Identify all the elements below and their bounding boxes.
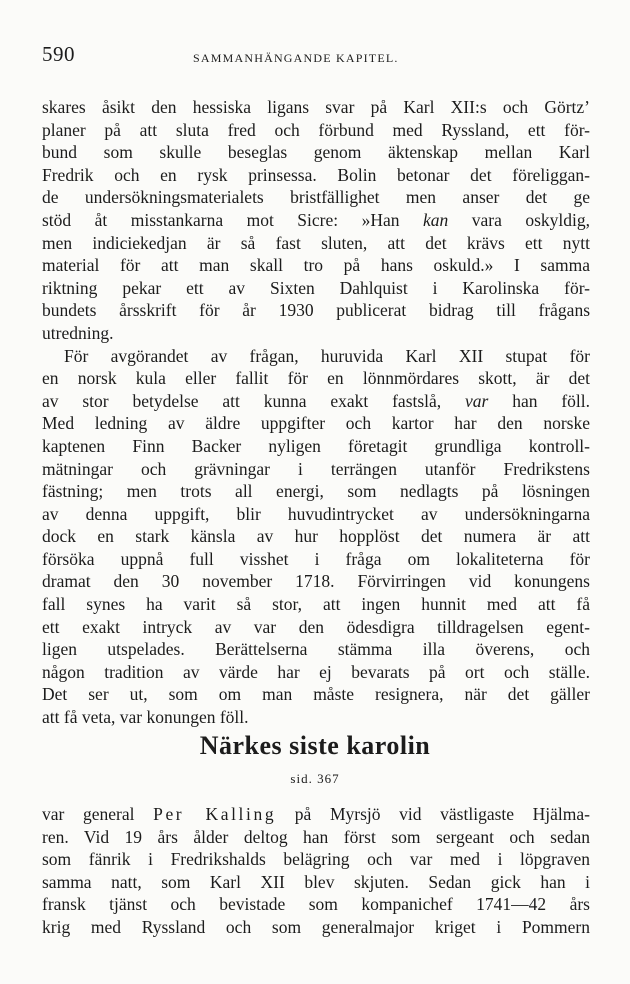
- italic-word: kan: [422, 209, 449, 230]
- text-line-with-spaced-name: [42, 803, 590, 826]
- running-head: SAMMANHÄNGANDE KAPITEL.: [193, 51, 399, 65]
- spaced-name: Per Kalling: [153, 804, 277, 824]
- text-line: dramat den 30 november 1718. Förvirringen vid konungens: [42, 571, 590, 592]
- text-line: skares åsikt den hessiska ligans svar på Karl XII:s och Görtz’: [42, 97, 590, 117]
- text-segment: vara oskyldig,: [448, 209, 590, 230]
- text-segment: var general: [42, 804, 154, 824]
- section-title: Närkes siste karolin: [199, 731, 431, 760]
- text-line: av denna uppgift, blir huvudintrycket av undersökningarna: [42, 503, 590, 524]
- text-line-with-italic: [42, 209, 590, 232]
- text-line-with-italic: [42, 390, 590, 413]
- text-segment: på Myrsjö vid västligaste Hjälma-: [276, 804, 590, 824]
- text-line: ligen utspelades. Berättelserna stämma illa överens, och: [42, 639, 590, 660]
- text-line: planer på att sluta fred och förbund med Ryssland, ett för-: [42, 119, 590, 140]
- text-line: kaptenen Finn Backer nyligen företagit grundliga kontroll-: [42, 435, 590, 456]
- text-line: krig med Ryssland och som generalmajor kriget i Pommern: [42, 916, 590, 937]
- text-segment: stöd åt misstankarna mot Sicre: »Han: [42, 209, 423, 230]
- text-line: För avgörandet av frågan, huruvida Karl XII stupat för: [64, 345, 590, 366]
- page-header: [42, 42, 590, 72]
- text-line: fästning; men trots all energi, som nedlagts på lösningen: [42, 481, 590, 502]
- text-line: någon tradition av värde har ej bevarats på ort och ställe.: [42, 661, 590, 682]
- text-line: dock en stark känsla av hur hopplöst det numera är att: [42, 526, 590, 547]
- page-number: 590: [42, 42, 75, 66]
- text-line: ren. Vid 19 års ålder deltog han först som sergeant och sedan: [42, 826, 590, 847]
- paragraph-1: [42, 96, 590, 345]
- text-line: fransk tjänst och bevistade som kompanichef 1741—42 års: [42, 894, 590, 915]
- section-text: [42, 803, 590, 939]
- text-line: som fänrik i Fredrikshalds belägring och var med i löpgraven: [42, 849, 590, 870]
- text-line: Fredrik och en rysk prinsessa. Bolin betonar det föreliggan-: [42, 164, 590, 185]
- text-line: material för att man skall tro på hans oskuld.» I samma: [42, 255, 590, 276]
- text-line: fall synes ha varit så stor, att ingen hunnit med att få: [42, 594, 590, 615]
- text-line: försöka uppnå full visshet i fråga om lokaliteterna för: [42, 548, 590, 569]
- section-page-reference: sid. 367: [290, 771, 340, 786]
- text-line: att få veta, var konungen föll.: [42, 707, 249, 728]
- text-line: bundets årsskrift för år 1930 publicerat bidrag till frågans: [42, 300, 590, 321]
- text-line: men indiciekedjan är så fast sluten, att det krävs ett nytt: [42, 232, 590, 253]
- text-line: de undersökningsmaterialets bristfällighet men anser det ge: [42, 187, 590, 208]
- main-text: [42, 96, 590, 729]
- text-line: utredning.: [42, 322, 114, 343]
- text-segment: av stor betydelse att kunna exakt fastslå,: [42, 390, 466, 411]
- text-line: bund som skulle beseglas genom äktenskap mellan Karl: [42, 142, 590, 163]
- text-line: samma natt, som Karl XII blev skjuten. Sedan gick han i: [42, 871, 590, 892]
- italic-word: var: [465, 390, 489, 411]
- text-line: en norsk kula eller fallit för en lönnmördares skott, är det: [42, 368, 590, 389]
- text-line: riktning pekar ett av Sixten Dahlquist i Karolinska för-: [42, 277, 590, 298]
- paragraph-2: [42, 345, 590, 729]
- text-segment: han föll.: [488, 390, 590, 411]
- text-line: Det ser ut, som om man måste resignera, när det gäller: [42, 684, 590, 705]
- text-line: Med ledning av äldre uppgifter och kartor har den norske: [42, 413, 590, 434]
- text-line: mätningar och grävningar i terrängen utanför Fredrikstens: [42, 458, 590, 479]
- text-line: ett exakt intryck av var den ödesdigra tilldragelsen egent-: [42, 616, 590, 637]
